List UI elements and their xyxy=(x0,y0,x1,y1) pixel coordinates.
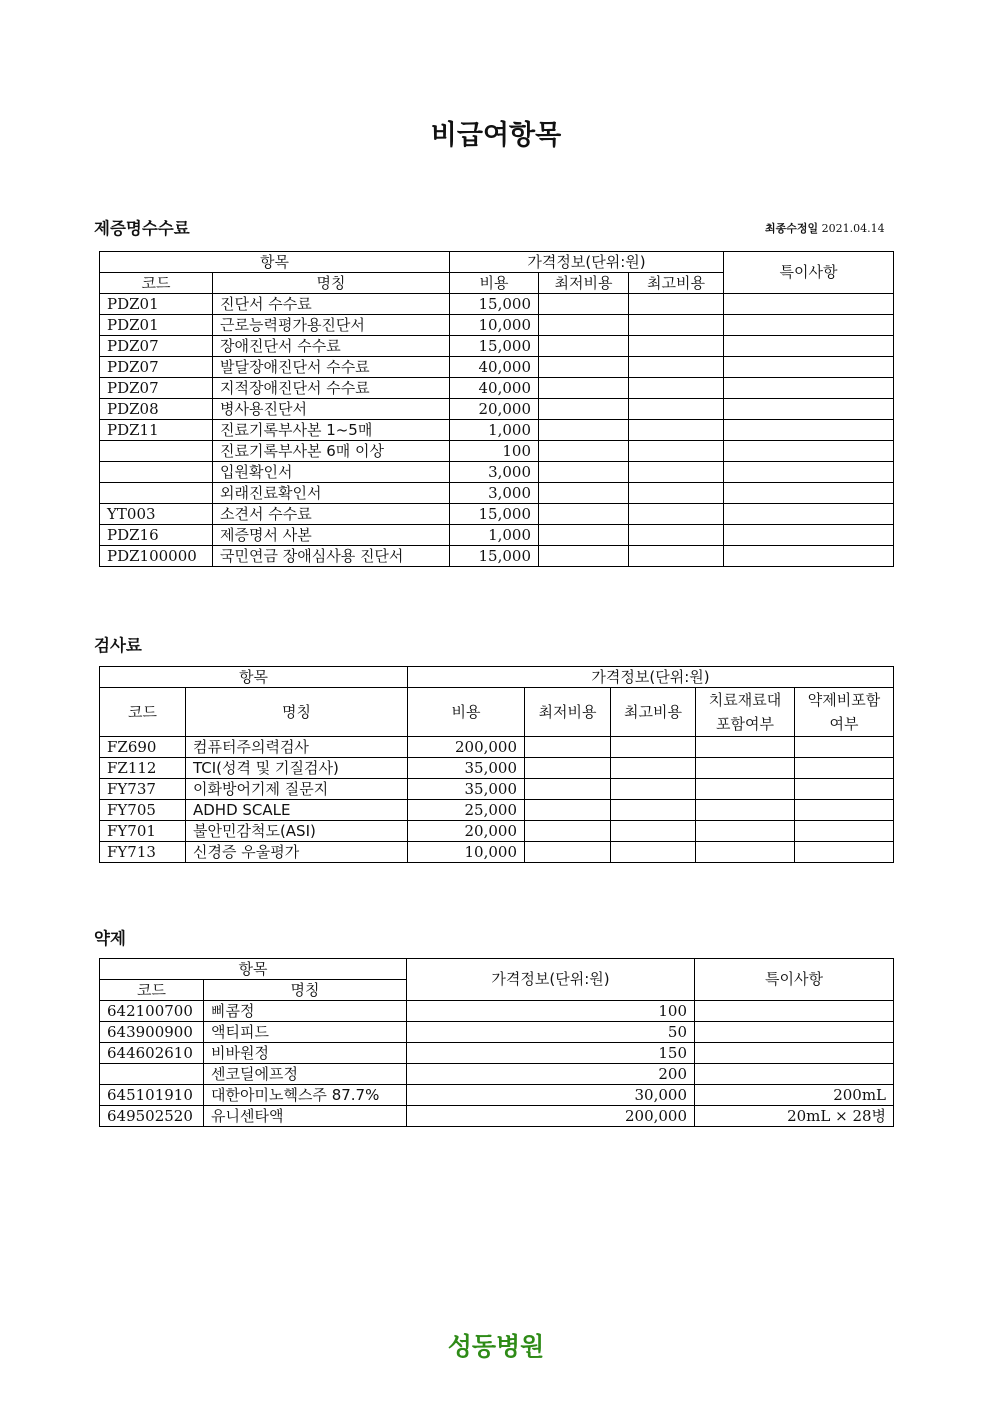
code-cell: PDZ11 xyxy=(100,420,213,441)
header-drug-line1: 약제비포함 xyxy=(807,691,881,709)
cost-cell: 20,000 xyxy=(408,821,525,842)
max-cost-cell xyxy=(629,294,724,315)
header-name: 명칭 xyxy=(204,980,407,1001)
name-cell: 센코딜에프정 xyxy=(204,1064,407,1085)
header-price-info: 가격정보(단위:원) xyxy=(407,959,695,1001)
material-included-cell xyxy=(696,800,795,821)
table-row xyxy=(100,336,894,357)
code-cell: FY713 xyxy=(100,842,186,863)
code-cell: PDZ100000 xyxy=(100,546,213,567)
max-cost-cell xyxy=(629,483,724,504)
max-cost-cell xyxy=(629,525,724,546)
cost-cell: 40,000 xyxy=(450,357,539,378)
name-cell: ADHD SCALE xyxy=(186,800,408,821)
header-price-info: 가격정보(단위:원) xyxy=(450,252,724,273)
min-cost-cell xyxy=(539,504,629,525)
table-row xyxy=(100,357,894,378)
cost-cell: 1,000 xyxy=(450,525,539,546)
drug-included-cell xyxy=(795,737,894,758)
name-cell: 근로능력평가용진단서 xyxy=(213,315,450,336)
remarks-cell xyxy=(724,525,894,546)
name-cell: 삐콤정 xyxy=(204,1001,407,1022)
price-cell: 200,000 xyxy=(407,1106,695,1127)
cost-cell: 25,000 xyxy=(408,800,525,821)
test-fee-table xyxy=(99,666,894,863)
max-cost-cell xyxy=(629,462,724,483)
min-cost-cell xyxy=(539,420,629,441)
header-cost: 비용 xyxy=(450,273,539,294)
name-cell: 진단서 수수료 xyxy=(213,294,450,315)
table-row xyxy=(100,294,894,315)
name-cell: 유니센타액 xyxy=(204,1106,407,1127)
header-max-cost: 최고비용 xyxy=(611,688,696,737)
drug-included-cell xyxy=(795,758,894,779)
header-remarks: 특이사항 xyxy=(695,959,894,1001)
header-code: 코드 xyxy=(100,980,204,1001)
max-cost-cell xyxy=(629,546,724,567)
cost-cell: 20,000 xyxy=(450,399,539,420)
table-row xyxy=(100,821,894,842)
code-cell xyxy=(100,462,213,483)
cost-cell: 40,000 xyxy=(450,378,539,399)
drug-price-table xyxy=(99,958,894,1127)
min-cost-cell xyxy=(525,758,611,779)
code-cell: 649502520 xyxy=(100,1106,204,1127)
name-cell: 액티피드 xyxy=(204,1022,407,1043)
header-price-info: 가격정보(단위:원) xyxy=(408,667,894,688)
material-included-cell xyxy=(696,821,795,842)
min-cost-cell xyxy=(539,294,629,315)
min-cost-cell xyxy=(525,737,611,758)
code-cell: 645101910 xyxy=(100,1085,204,1106)
remarks-cell xyxy=(695,1043,894,1064)
table-row xyxy=(100,525,894,546)
remarks-cell xyxy=(724,504,894,525)
code-cell xyxy=(100,483,213,504)
drug-included-cell xyxy=(795,821,894,842)
name-cell: 신경증 우울평가 xyxy=(186,842,408,863)
code-cell: PDZ07 xyxy=(100,357,213,378)
drug-included-cell xyxy=(795,779,894,800)
table-row xyxy=(100,399,894,420)
max-cost-cell xyxy=(629,336,724,357)
header-code: 코드 xyxy=(100,273,213,294)
code-cell: FZ112 xyxy=(100,758,186,779)
header-item: 항목 xyxy=(100,667,408,688)
table-row xyxy=(100,1022,894,1043)
cost-cell: 1,000 xyxy=(450,420,539,441)
max-cost-cell xyxy=(629,315,724,336)
table-row xyxy=(100,1001,894,1022)
remarks-cell xyxy=(724,462,894,483)
max-cost-cell xyxy=(611,842,696,863)
code-cell: 644602610 xyxy=(100,1043,204,1064)
min-cost-cell xyxy=(539,336,629,357)
remarks-cell xyxy=(695,1064,894,1085)
header-material-included xyxy=(696,688,795,737)
drug-included-cell xyxy=(795,800,894,821)
code-cell: YT003 xyxy=(100,504,213,525)
drug-included-cell xyxy=(795,842,894,863)
cost-cell: 15,000 xyxy=(450,294,539,315)
remarks-cell xyxy=(724,294,894,315)
material-included-cell xyxy=(696,779,795,800)
remarks-cell xyxy=(695,1001,894,1022)
max-cost-cell xyxy=(611,737,696,758)
max-cost-cell xyxy=(629,378,724,399)
header-name: 명칭 xyxy=(213,273,450,294)
table-row xyxy=(100,1043,894,1064)
price-cell: 30,000 xyxy=(407,1085,695,1106)
table-row xyxy=(100,1064,894,1085)
price-cell: 150 xyxy=(407,1043,695,1064)
section-heading-tests: 검사료 xyxy=(94,636,142,655)
min-cost-cell xyxy=(539,357,629,378)
remarks-cell xyxy=(724,336,894,357)
name-cell: 비바원정 xyxy=(204,1043,407,1064)
max-cost-cell xyxy=(629,357,724,378)
name-cell: 외래진료확인서 xyxy=(213,483,450,504)
table-row xyxy=(100,504,894,525)
header-drug-line2: 여부 xyxy=(829,715,859,733)
name-cell: 장애진단서 수수료 xyxy=(213,336,450,357)
code-cell: PDZ07 xyxy=(100,378,213,399)
name-cell: 진료기록부사본 1~5매 xyxy=(213,420,450,441)
material-included-cell xyxy=(696,842,795,863)
min-cost-cell xyxy=(539,441,629,462)
max-cost-cell xyxy=(611,758,696,779)
price-cell: 50 xyxy=(407,1022,695,1043)
table-row xyxy=(100,462,894,483)
min-cost-cell xyxy=(539,546,629,567)
cost-cell: 35,000 xyxy=(408,779,525,800)
cost-cell: 10,000 xyxy=(450,315,539,336)
table-row xyxy=(100,546,894,567)
code-cell: PDZ01 xyxy=(100,315,213,336)
max-cost-cell xyxy=(611,779,696,800)
table-row xyxy=(100,779,894,800)
remarks-cell xyxy=(695,1022,894,1043)
last-updated xyxy=(765,220,885,236)
table-row xyxy=(100,1106,894,1127)
header-max-cost: 최고비용 xyxy=(629,273,724,294)
max-cost-cell xyxy=(611,821,696,842)
name-cell: 컴퓨터주의력검사 xyxy=(186,737,408,758)
hospital-logo: 성동병원 xyxy=(447,1332,545,1361)
min-cost-cell xyxy=(525,800,611,821)
code-cell: FY705 xyxy=(100,800,186,821)
material-included-cell xyxy=(696,737,795,758)
table-row xyxy=(100,737,894,758)
header-remarks: 특이사항 xyxy=(724,252,894,294)
remarks-cell: 20mL × 28병 xyxy=(695,1106,894,1127)
certificate-fee-table xyxy=(99,251,894,567)
name-cell: 이화방어기제 질문지 xyxy=(186,779,408,800)
section-heading-drugs: 약제 xyxy=(94,929,126,948)
cost-cell: 35,000 xyxy=(408,758,525,779)
table-row xyxy=(100,441,894,462)
cost-cell: 15,000 xyxy=(450,546,539,567)
min-cost-cell xyxy=(539,315,629,336)
code-cell: PDZ08 xyxy=(100,399,213,420)
name-cell: 발달장애진단서 수수료 xyxy=(213,357,450,378)
min-cost-cell xyxy=(539,399,629,420)
remarks-cell xyxy=(724,441,894,462)
code-cell xyxy=(100,1064,204,1085)
cost-cell: 3,000 xyxy=(450,483,539,504)
cost-cell: 15,000 xyxy=(450,336,539,357)
remarks-cell xyxy=(724,378,894,399)
min-cost-cell xyxy=(525,821,611,842)
cost-cell: 15,000 xyxy=(450,504,539,525)
last-updated-label: 최종수정일 xyxy=(765,222,819,235)
table-row xyxy=(100,758,894,779)
header-name: 명칭 xyxy=(186,688,408,737)
name-cell: 입원확인서 xyxy=(213,462,450,483)
min-cost-cell xyxy=(525,842,611,863)
name-cell: TCI(성격 및 기질검사) xyxy=(186,758,408,779)
last-updated-date: 2021.04.14 xyxy=(821,222,885,235)
cost-cell: 10,000 xyxy=(408,842,525,863)
remarks-cell xyxy=(724,546,894,567)
max-cost-cell xyxy=(629,399,724,420)
max-cost-cell xyxy=(629,441,724,462)
name-cell: 불안민감척도(ASI) xyxy=(186,821,408,842)
code-cell: PDZ07 xyxy=(100,336,213,357)
max-cost-cell xyxy=(629,504,724,525)
code-cell: 642100700 xyxy=(100,1001,204,1022)
table-row xyxy=(100,315,894,336)
remarks-cell xyxy=(724,315,894,336)
header-material-line1: 치료재료대 xyxy=(708,691,782,709)
header-min-cost: 최저비용 xyxy=(525,688,611,737)
max-cost-cell xyxy=(629,420,724,441)
min-cost-cell xyxy=(539,462,629,483)
header-min-cost: 최저비용 xyxy=(539,273,629,294)
min-cost-cell xyxy=(539,525,629,546)
name-cell: 지적장애진단서 수수료 xyxy=(213,378,450,399)
header-drug-included xyxy=(795,688,894,737)
table-row xyxy=(100,420,894,441)
name-cell: 소견서 수수료 xyxy=(213,504,450,525)
name-cell: 병사용진단서 xyxy=(213,399,450,420)
page-title: 비급여항목 xyxy=(430,120,562,151)
code-cell xyxy=(100,441,213,462)
header-cost: 비용 xyxy=(408,688,525,737)
header-item: 항목 xyxy=(100,252,450,273)
price-cell: 200 xyxy=(407,1064,695,1085)
code-cell: FY701 xyxy=(100,821,186,842)
price-cell: 100 xyxy=(407,1001,695,1022)
cost-cell: 100 xyxy=(450,441,539,462)
header-item: 항목 xyxy=(100,959,407,980)
material-included-cell xyxy=(696,758,795,779)
cost-cell: 3,000 xyxy=(450,462,539,483)
table-row xyxy=(100,800,894,821)
code-cell: FY737 xyxy=(100,779,186,800)
code-cell: PDZ01 xyxy=(100,294,213,315)
name-cell: 국민연금 장애심사용 진단서 xyxy=(213,546,450,567)
table-row xyxy=(100,842,894,863)
min-cost-cell xyxy=(539,378,629,399)
name-cell: 진료기록부사본 6매 이상 xyxy=(213,441,450,462)
header-code: 코드 xyxy=(100,688,186,737)
max-cost-cell xyxy=(611,800,696,821)
min-cost-cell xyxy=(525,779,611,800)
remarks-cell xyxy=(724,357,894,378)
name-cell: 대한아미노헥스주 87.7% xyxy=(204,1085,407,1106)
remarks-cell xyxy=(724,483,894,504)
code-cell: 643900900 xyxy=(100,1022,204,1043)
cost-cell: 200,000 xyxy=(408,737,525,758)
section-heading-certificates: 제증명수수료 xyxy=(94,219,190,238)
table-row xyxy=(100,1085,894,1106)
code-cell: FZ690 xyxy=(100,737,186,758)
name-cell: 제증명서 사본 xyxy=(213,525,450,546)
header-material-line2: 포함여부 xyxy=(716,715,774,733)
remarks-cell xyxy=(724,420,894,441)
table-row xyxy=(100,378,894,399)
remarks-cell: 200mL xyxy=(695,1085,894,1106)
table-row xyxy=(100,483,894,504)
remarks-cell xyxy=(724,399,894,420)
min-cost-cell xyxy=(539,483,629,504)
code-cell: PDZ16 xyxy=(100,525,213,546)
